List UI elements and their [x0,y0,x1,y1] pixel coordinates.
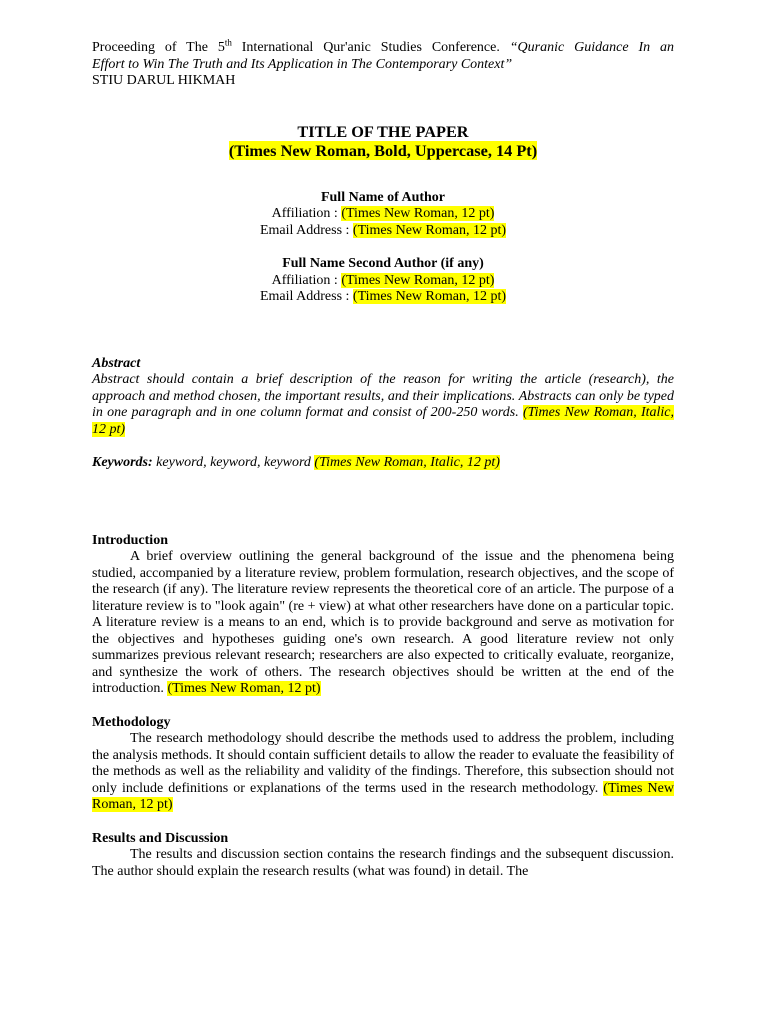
author-1-name: Full Name of Author [320,189,446,205]
author-2-email-format: (Times New Roman, 12 pt) [352,289,507,304]
title-format-note: (Times New Roman, Bold, Uppercase, 14 Pt) [228,140,538,160]
results-text: The results and discussion section contains the research findings and the subsequent discussion. The author should explain the research results (what was found) in detail. The [92,847,674,879]
introduction-body [92,549,674,698]
keywords-format-note: (Times New Roman, Italic, 12 pt) [314,455,500,470]
author-1-affiliation-format: (Times New Roman, 12 pt) [341,206,495,221]
introduction-heading: Introduction [92,532,168,548]
header-conference-name: International Qur'anic Studies Conference. [231,40,510,55]
section-results-discussion [92,831,674,881]
author-block-2 [92,256,674,306]
abstract-format-note: (Times New Roman, Italic, 12 pt) [92,405,674,437]
results-heading: Results and Discussion [92,830,229,846]
abstract-block [92,356,674,439]
author-1-email: Email Address : (Times New Roman, 12 pt) [259,222,507,238]
introduction-text: A brief overview outlining the general background of the issue and the phenomena being studied, accompanied by a literature review, problem formulation, research objectives, and the scope of the research (if any). The literature review represents the theoretical core of an article. The purpose of a literature review is to "look again" (re + view) at what other researchers have done on a particular topic. A literature review is a means to an end, which is to provide background and serve as motivation for the objectives and hypotheses guiding one's own research. A good literature review not only summarizes previous relevant research; researchers are also expected to critically evaluate, reorganize, and synthesize the work of others. The research objectives should be written at the end of the introduction. [92,549,674,696]
abstract-text: Abstract should contain a brief description of the reason for writing the article (research), the approach and method chosen, the important results, and their implications. Abstracts can only be typed in one paragraph and in one column format and consist of 200-250 words. [92,372,674,420]
author-2-affiliation: Affiliation : (Times New Roman, 12 pt) [271,272,495,288]
header-line-1 [92,37,675,57]
methodology-format-note: (Times New Roman, 12 pt) [92,780,674,812]
introduction-format-note: (Times New Roman, 12 pt) [167,681,321,696]
paper-page [92,37,675,880]
methodology-text: The research methodology should describe the methods used to address the problem, including the analysis methods. It should contain sufficient details to allow the reader to evaluate the feasibility of the methods as well as the reliability and validity of the findings. Therefore, this subsection should not only include definitions or explanations of the terms used in the research methodology. [92,731,674,796]
running-header [92,37,675,90]
author-2-name: Full Name Second Author (if any) [282,256,484,271]
results-body [92,847,674,880]
author-1-affiliation: Affiliation : (Times New Roman, 12 pt) [271,206,495,221]
abstract-heading: Abstract [92,355,141,371]
header-institution: STIU DARUL HIKMAH [92,73,236,88]
author-2-email: Email Address : (Times New Roman, 12 pt) [259,289,507,304]
paper-title: TITLE OF THE PAPER [297,121,469,141]
section-introduction [92,533,674,698]
author-1-email-format: (Times New Roman, 12 pt) [352,222,507,238]
keywords-values: keyword, keyword, keyword [152,455,315,470]
keywords-block [92,455,674,472]
author-block-1 [92,190,674,240]
title-block [92,122,674,160]
methodology-heading: Methodology [92,714,171,730]
abstract-body [92,372,674,438]
header-superscript: th [224,37,232,48]
methodology-body [92,731,674,814]
header-theme-part2: Effort to Win The Truth and Its Application in The Contemporary Context” [92,56,513,72]
header-theme-part1: “Quranic Guidance In an [509,40,675,55]
header-proceeding-prefix: Proceeding of The 5 [92,40,225,55]
keywords-label: Keywords: [92,455,153,470]
author-2-affiliation-format: (Times New Roman, 12 pt) [341,272,495,288]
section-methodology [92,715,674,814]
